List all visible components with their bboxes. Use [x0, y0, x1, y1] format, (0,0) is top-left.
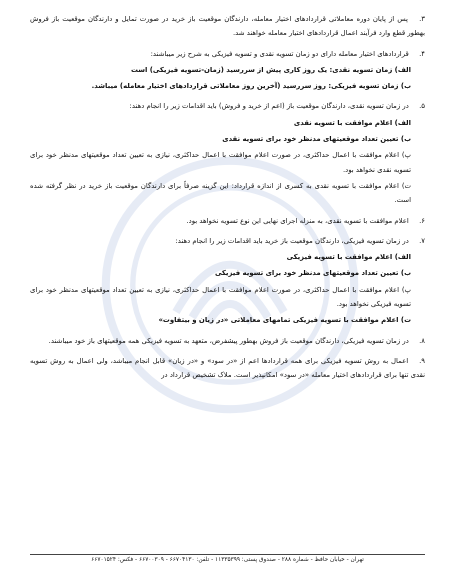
sub-item-p	[30, 283, 425, 312]
list-item-6	[30, 214, 425, 228]
sub-item-a	[30, 250, 425, 264]
list-item-3	[30, 12, 425, 41]
list-item-5	[30, 99, 425, 113]
item-text: اعمال به روش تسویه فیزیکی برای همه قراردادها اعم از «در سود» و «در زیان» قابل انجام میباشد، ولی اعمال به روش تسویه نقدی تنها برای قراردادهای اختیار معامله «در سود» امکانپذیر است. ملاک تشخیص قرارداد در	[30, 356, 425, 380]
list-item-9	[30, 354, 425, 383]
item-number: ۴.	[419, 49, 425, 58]
list-item-4	[30, 47, 425, 61]
item-text: در زمان تسویه نقدی، دارندگان موقعیت باز (اعم از خرید و فروش) باید اقدامات زیر را انجام دهند:	[129, 102, 409, 111]
sub-item-a	[30, 116, 425, 130]
list-item-7	[30, 234, 425, 248]
sub-item-t	[30, 179, 425, 208]
item-text: در زمان تسویه فیزیکی، دارندگان موقعیت باز خرید باید اقدامات زیر را انجام دهند:	[175, 236, 409, 245]
item-number: ۸.	[419, 336, 425, 345]
item-number: ۵.	[419, 102, 425, 111]
item-number: ۹.	[419, 356, 425, 365]
item-number: ۷.	[419, 236, 425, 245]
document-body	[30, 12, 425, 389]
sub-item-b	[30, 266, 425, 280]
item-text: پ) اعلام موافقت با اعمال حداکثری، در صورت اعلام موافقت با اعمال حداکثری، نیازی به تعیین تعداد موقعیتهای مدنظر خود برای تسویه نقدی نخواهد بود.	[30, 151, 411, 174]
sub-item-a	[30, 63, 425, 77]
item-text: ب) تعیین تعداد موقعیتهای مدنظر خود برای تسویه نقدی	[222, 135, 411, 144]
sub-item-b	[30, 79, 425, 93]
sub-item-t	[30, 313, 425, 327]
sub-item-b	[30, 132, 425, 146]
item-text: ب) زمان تسویه فیزیکی: روز سررسید (آخرین روز معاملاتی قراردادهای اختیار معامله) میباشد.	[91, 82, 411, 91]
item-text: در زمان تسویه فیزیکی، دارندگان موقعیت باز فروش بهطور پیشفرض، متعهد به تسویه فیزیکی همه موقعیتهای باز خود میباشند.	[48, 336, 409, 345]
item-text: پس از پایان دوره معاملاتی قراردادهای اختیار معامله، دارندگان موقعیت باز خرید در صورت تمایل و دارندگان موقعیت باز فروش بهطور قطع وارد فرآیند اعمال قراردادهای اختیار معامله خواهند شد.	[30, 15, 425, 38]
item-text: ت) اعلام موافقت با تسویه فیزیکی تمامهای معاملاتی «در زیان و بیتفاوت»	[158, 316, 411, 325]
item-number: ۶.	[419, 216, 425, 225]
item-text: قراردادهای اختیار معامله دارای دو زمان تسویه نقدی و تسویه فیزیکی به شرح زیر میباشند:	[150, 49, 409, 58]
item-text: الف) زمان تسویه نقدی: یک روز کاری پیش از سررسید (زمان-تسویه فیزیکی) است	[130, 65, 411, 74]
item-text: اعلام موافقت با تسویه نقدی، به منزله اجرای نهایی این نوع تسویه نخواهد بود.	[186, 216, 409, 225]
item-text: الف) اعلام موافقت با تسویه نقدی	[293, 118, 411, 127]
item-text: پ) اعلام موافقت با اعمال حداکثری، در صورت اعلام موافقت با اعمال حداکثری، نیازی به تعیین تعداد موقعیتهای مدنظر خود برای تسویه فیزیکی نخواهد بود.	[30, 285, 411, 309]
sub-item-p	[30, 148, 425, 177]
page-footer: تهران - خیابان حافظ - شماره ۲۸۸ - صندوق پستی: ۱۱۳۳۵۳۹۹ - تلفن: ۶۶۷۰۴۱۳۰ - ۶۶۷۰۰۳۰۹ - فکس: ۶۶۷۰۱۵۲۴	[30, 554, 425, 563]
item-text: ت) اعلام موافقت با تسویه نقدی به کسری از اندازه قرارداد: این گزینه صرفاً برای دارندگان موقعیت باز خرید در نظر گرفته شده است.	[30, 181, 411, 205]
item-text: الف) اعلام موافقت با تسویه فیزیکی	[286, 253, 411, 262]
item-number: ۳.	[419, 15, 425, 23]
item-text: ب) تعیین تعداد موقعیتهای مدنظر خود برای تسویه فیزیکی	[214, 269, 411, 278]
list-item-8	[30, 334, 425, 348]
